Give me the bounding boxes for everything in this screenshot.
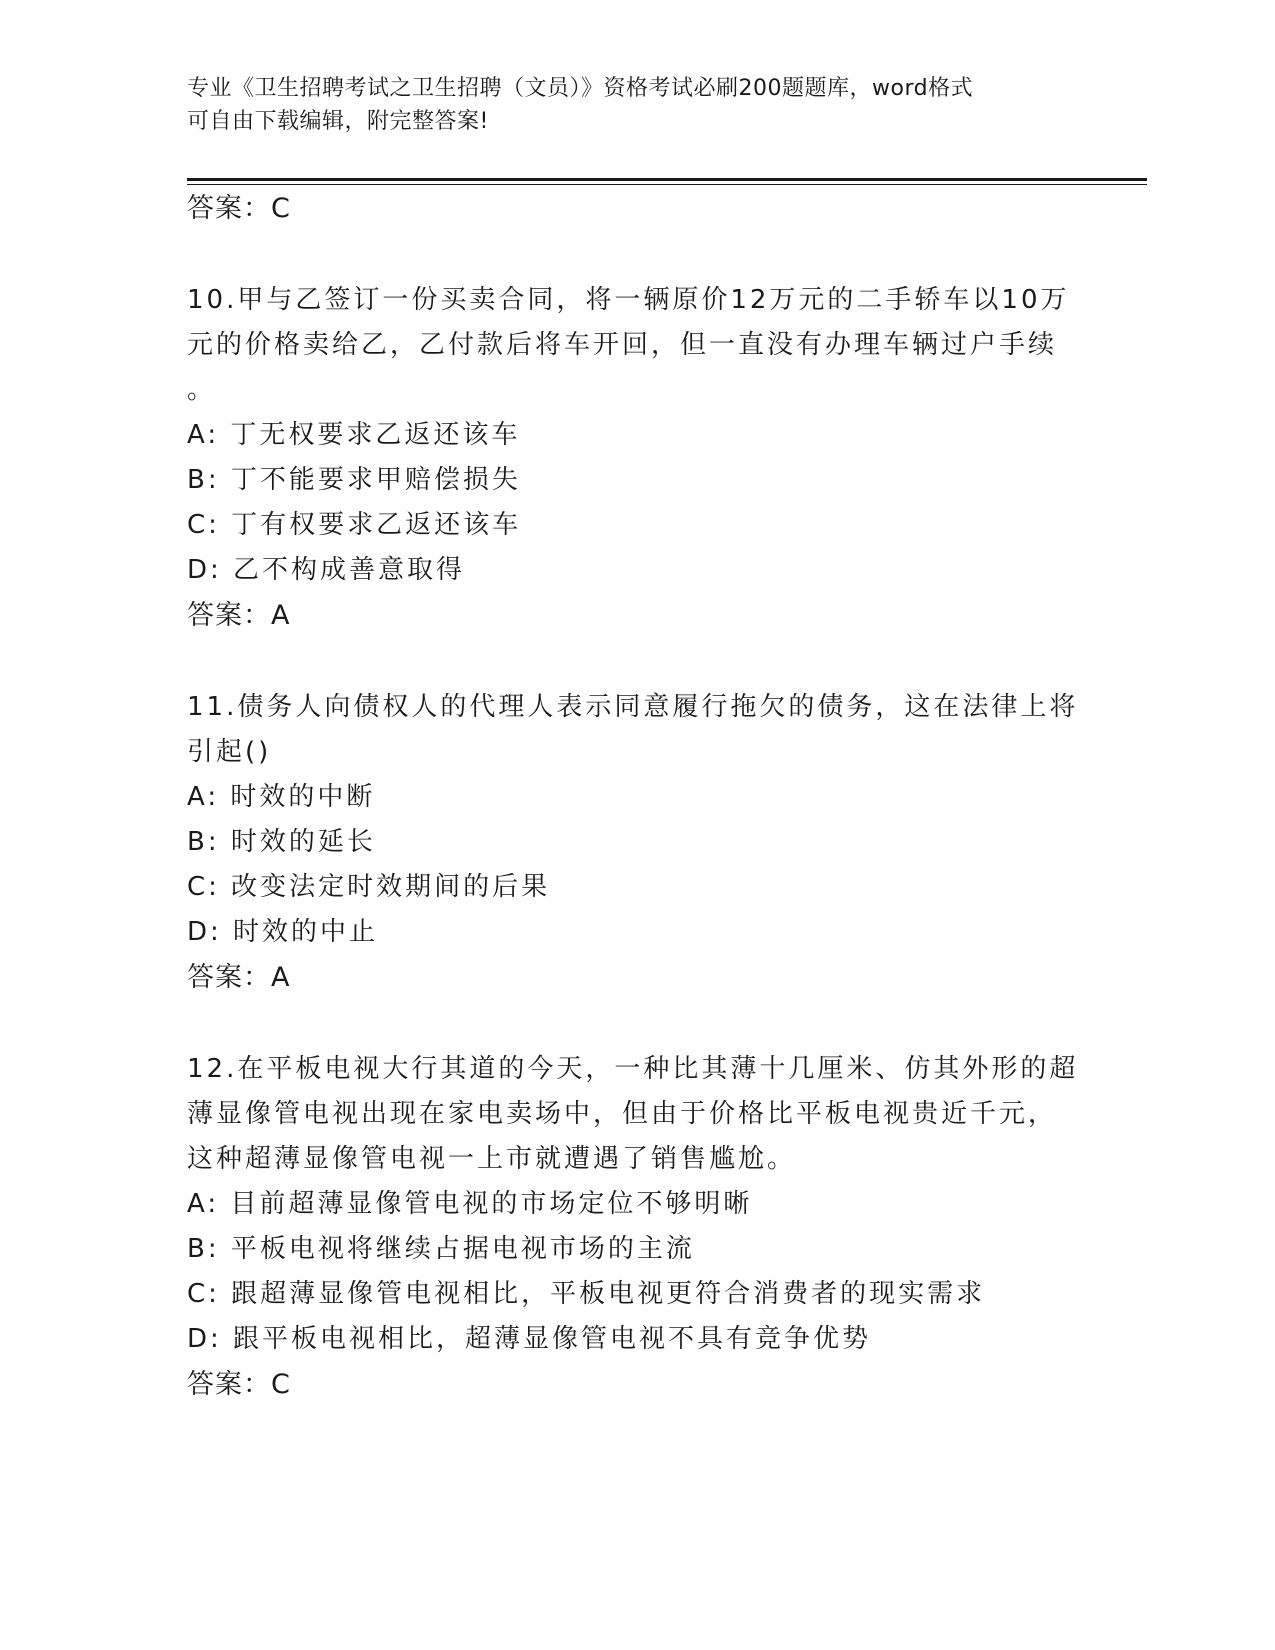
question-stem-line: 这种超薄显像管电视一上市就遭遇了销售尴尬。 [187, 1144, 797, 1174]
question-content [187, 186, 1087, 1408]
option-c: C: 改变法定时效期间的后果 [187, 872, 551, 902]
answer: 答案：A [187, 600, 291, 631]
option-b: B: 时效的延长 [187, 827, 376, 857]
option-d: D: 乙不构成善意取得 [187, 555, 466, 585]
question-block [187, 685, 1087, 1001]
spacer [187, 232, 1087, 278]
question-stem-line: 。 [187, 375, 217, 405]
spacer [187, 1001, 1087, 1047]
option-a: A: 目前超薄显像管电视的市场定位不够明晰 [187, 1189, 753, 1219]
page-header [187, 72, 1087, 138]
question-stem-line: 元的价格卖给乙，乙付款后将车开回，但一直没有办理车辆过户手续 [187, 330, 1058, 360]
previous-answer: 答案：C [187, 193, 291, 224]
option-a: A: 丁无权要求乙返还该车 [187, 420, 521, 450]
answer: 答案：A [187, 962, 291, 993]
option-a: A: 时效的中断 [187, 782, 376, 812]
question-stem-line: 12.在平板电视大行其道的今天，一种比其薄十几厘米、仿其外形的超 [187, 1054, 1079, 1084]
option-d: D: 跟平板电视相比，超薄显像管电视不具有竞争优势 [187, 1324, 872, 1354]
question-block [187, 278, 1087, 639]
option-c: C: 跟超薄显像管电视相比，平板电视更符合消费者的现实需求 [187, 1279, 986, 1309]
question-stem [187, 278, 1087, 413]
question-stem [187, 1047, 1087, 1182]
question-stem-line: 薄显像管电视出现在家电卖场中，但由于价格比平板电视贵近千元， [187, 1099, 1058, 1129]
option-b: B: 丁不能要求甲赔偿损失 [187, 465, 521, 495]
question-stem-line: 11.债务人向债权人的代理人表示同意履行拖欠的债务，这在法律上将 [187, 692, 1079, 722]
header-line-1: 专业《卫生招聘考试之卫生招聘（文员）》资格考试必刷200题题库，word格式 [187, 76, 974, 101]
header-divider-thin [187, 184, 1147, 185]
question-stem-line: 10.甲与乙签订一份买卖合同，将一辆原价12万元的二手轿车以10万 [187, 285, 1070, 315]
header-line-2: 可自由下载编辑，附完整答案! [187, 109, 489, 134]
spacer [187, 639, 1087, 685]
question-block [187, 1047, 1087, 1408]
question-stem [187, 685, 1087, 775]
answer: 答案：C [187, 1369, 291, 1400]
header-divider-thick [187, 178, 1147, 181]
option-d: D: 时效的中止 [187, 917, 379, 947]
question-stem-line: 引起() [187, 737, 272, 767]
option-c: C: 丁有权要求乙返还该车 [187, 510, 522, 540]
option-b: B: 平板电视将继续占据电视市场的主流 [187, 1234, 695, 1264]
